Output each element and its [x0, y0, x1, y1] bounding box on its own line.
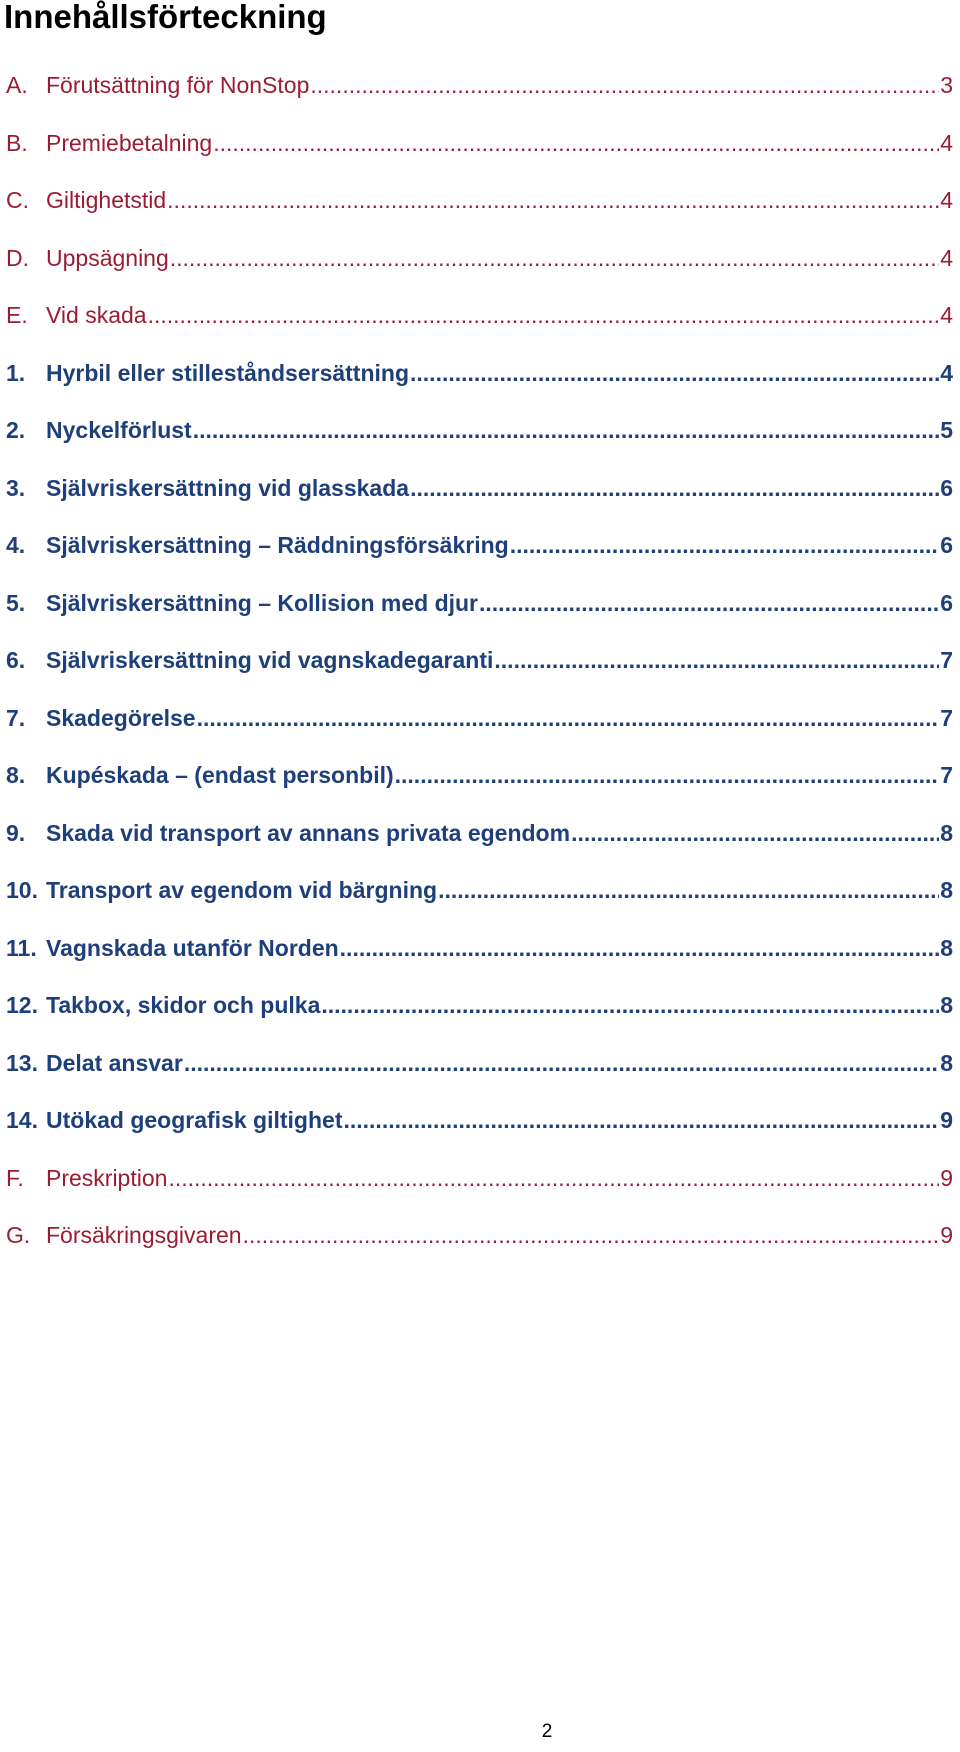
toc-entry-page: 9: [940, 1107, 953, 1133]
page-number: 2: [541, 1721, 553, 1742]
toc-entry-line: [46, 1212, 953, 1258]
toc-dot-leader: [343, 1097, 939, 1143]
toc-entry[interactable]: [0, 752, 960, 810]
toc-entry-line: [46, 235, 953, 281]
toc-entry[interactable]: [0, 235, 960, 293]
toc-entry-page: 4: [940, 359, 953, 386]
toc-entry[interactable]: [0, 177, 960, 235]
toc-entry-number: A.: [6, 72, 28, 98]
toc-entry-number: 1.: [6, 359, 26, 386]
toc-entry-title[interactable]: Premiebetalning: [46, 129, 213, 156]
toc-entry-page: 9: [940, 1164, 953, 1191]
toc-entry-page: 8: [940, 877, 953, 903]
toc-entry-title[interactable]: Självriskersättning – Kollision med djur: [46, 589, 479, 616]
toc-entry-page: 8: [940, 934, 953, 961]
toc-entry-line: [46, 1097, 953, 1143]
toc-entry-number: B.: [6, 129, 28, 156]
toc-entry[interactable]: [0, 925, 960, 983]
toc-entry-page: 7: [940, 704, 953, 731]
toc-entry-line: [46, 292, 953, 338]
toc-dot-leader: [148, 292, 940, 338]
toc-entry[interactable]: [0, 1040, 960, 1098]
toc-dot-leader: [410, 350, 939, 396]
toc-entry-number: 8.: [6, 762, 26, 788]
toc-entry-page: 7: [940, 647, 953, 673]
toc-entry-title[interactable]: Preskription: [46, 1164, 168, 1191]
toc-entry-line: [46, 637, 953, 683]
toc-entry[interactable]: [0, 522, 960, 580]
toc-entry-line: [46, 1040, 953, 1086]
toc-dot-leader: [213, 120, 939, 166]
toc-entry-title[interactable]: Skadegörelse: [46, 704, 196, 731]
toc-entry-line: [46, 177, 953, 223]
toc-entry-title[interactable]: Vagnskada utanför Norden: [46, 934, 339, 961]
toc-entry-line: [46, 752, 953, 798]
toc-entry-line: [46, 465, 953, 511]
toc-dot-leader: [243, 1212, 940, 1258]
toc-entry[interactable]: [0, 120, 960, 178]
toc-entry-number: 12.: [6, 992, 38, 1018]
toc-entry-number: 2.: [6, 417, 26, 443]
toc-entry[interactable]: [0, 1097, 960, 1155]
toc-dot-leader: [410, 465, 939, 511]
toc-entry-page: 3: [940, 72, 953, 98]
toc-entry[interactable]: [0, 465, 960, 523]
toc-entry-title[interactable]: Delat ansvar: [46, 1049, 183, 1076]
toc-entry[interactable]: [0, 810, 960, 868]
toc-entry-number: 10.: [6, 877, 38, 903]
toc-entry-number: C.: [6, 187, 29, 213]
toc-entry-line: [46, 580, 953, 626]
toc-dot-leader: [170, 235, 939, 281]
toc-entry-page: 6: [940, 474, 953, 501]
toc-entry-page: 4: [940, 244, 953, 271]
toc-entry-title[interactable]: Giltighetstid: [46, 187, 167, 213]
toc-entry-page: 4: [940, 187, 953, 213]
toc-entry-page: 8: [940, 992, 953, 1018]
toc-entry-page: 8: [940, 1049, 953, 1076]
toc-dot-leader: [321, 982, 939, 1028]
toc-entry-page: 9: [940, 1222, 953, 1248]
toc-entry-title[interactable]: Självriskersättning – Räddningsförsäkring: [46, 532, 509, 558]
toc-entry-title[interactable]: Vid skada: [46, 302, 147, 328]
toc-entry-number: E.: [6, 302, 28, 328]
toc-entry-line: [46, 522, 953, 568]
toc-entry-line: [46, 1155, 953, 1201]
toc-entry-number: 5.: [6, 589, 26, 616]
toc-entry-number: G.: [6, 1222, 31, 1248]
toc-entry[interactable]: [0, 407, 960, 465]
toc-dot-leader: [193, 407, 939, 453]
toc-entry-number: F.: [6, 1164, 24, 1191]
toc-entry-number: 11.: [6, 934, 37, 961]
toc-entry-line: [46, 925, 953, 971]
toc-entry-title[interactable]: Takbox, skidor och pulka: [46, 992, 321, 1018]
toc-entry-page: 6: [940, 589, 953, 616]
toc-entry[interactable]: [0, 1212, 960, 1270]
toc-entry-number: 3.: [6, 474, 26, 501]
toc-entry[interactable]: [0, 350, 960, 408]
toc-entry-page: 7: [940, 762, 953, 788]
toc-entry-line: [46, 982, 953, 1028]
toc-entry[interactable]: [0, 292, 960, 350]
toc-dot-leader: [340, 925, 940, 971]
toc-dot-leader: [167, 177, 939, 223]
toc-entry[interactable]: [0, 62, 960, 120]
toc-entry[interactable]: [0, 695, 960, 753]
toc-entry-line: [46, 810, 953, 856]
toc-entry-line: [46, 62, 953, 108]
toc-dot-leader: [168, 1155, 939, 1201]
toc-entry-page: 4: [940, 129, 953, 156]
toc-dot-leader: [571, 810, 939, 856]
toc-entry-page: 5: [940, 417, 953, 443]
toc-dot-leader: [395, 752, 940, 798]
page-title: Innehållsförteckning: [4, 0, 327, 35]
toc-entry-line: [46, 407, 953, 453]
toc-entry[interactable]: [0, 982, 960, 1040]
toc-entry[interactable]: [0, 637, 960, 695]
toc-entry-title[interactable]: Skada vid transport av annans privata egendom: [46, 819, 571, 846]
toc-entry-title[interactable]: Nyckelförlust: [46, 417, 192, 443]
toc-entry-title[interactable]: Självriskersättning vid vagnskadegaranti: [46, 647, 494, 673]
toc-entry-title[interactable]: Uppsägning: [46, 244, 169, 271]
toc-entry-number: 4.: [6, 532, 26, 558]
toc-entry-title[interactable]: Utökad geografisk giltighet: [46, 1107, 343, 1133]
toc-entry[interactable]: [0, 867, 960, 925]
toc-entry-title[interactable]: Kupéskada – (endast personbil): [46, 762, 394, 788]
toc-entry-page: 4: [940, 302, 953, 328]
toc-entry-number: 7.: [6, 704, 26, 731]
toc-dot-leader: [494, 637, 939, 683]
toc-entry-number: 9.: [6, 819, 26, 846]
toc-entry-title[interactable]: Transport av egendom vid bärgning: [46, 877, 438, 903]
toc-entry-line: [46, 695, 953, 741]
toc-entry-title[interactable]: Hyrbil eller stilleståndsersättning: [46, 359, 410, 386]
toc-dot-leader: [310, 62, 939, 108]
table-of-contents: [0, 62, 960, 1270]
toc-entry-line: [46, 350, 953, 396]
toc-entry-line: [46, 120, 953, 166]
toc-entry-number: D.: [6, 244, 29, 271]
toc-entry-line: [46, 867, 953, 913]
toc-dot-leader: [510, 522, 940, 568]
toc-entry-number: 13.: [6, 1049, 38, 1076]
toc-dot-leader: [438, 867, 939, 913]
toc-entry-title[interactable]: Förutsättning för NonStop: [46, 72, 310, 98]
toc-entry-number: 6.: [6, 647, 26, 673]
toc-entry[interactable]: [0, 1155, 960, 1213]
toc-dot-leader: [479, 580, 939, 626]
toc-dot-leader: [197, 695, 940, 741]
toc-entry-number: 14.: [6, 1107, 38, 1133]
toc-entry-title[interactable]: Självriskersättning vid glasskada: [46, 474, 410, 501]
toc-entry[interactable]: [0, 580, 960, 638]
toc-entry-page: 8: [940, 819, 953, 846]
toc-entry-title[interactable]: Försäkringsgivaren: [46, 1222, 242, 1248]
toc-entry-page: 6: [940, 532, 953, 558]
toc-dot-leader: [184, 1040, 939, 1086]
